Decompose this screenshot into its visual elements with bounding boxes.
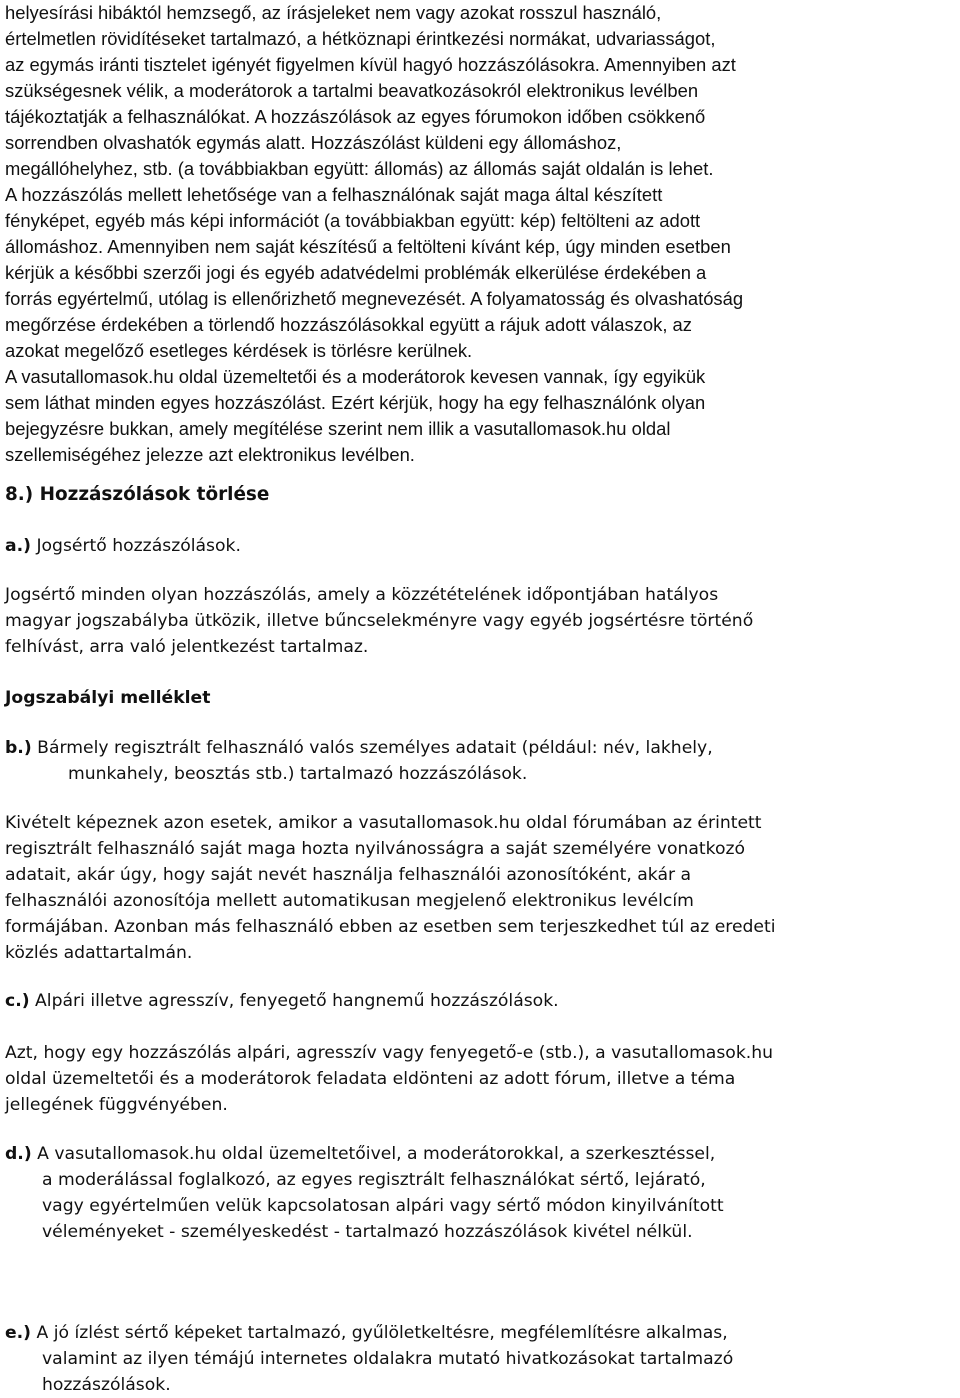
paragraph-line: felhívást, arra való jelentkezést tartalmaz. [5, 637, 369, 657]
paragraph-line: oldal üzemeltetői és a moderátorok feladata eldönteni az adott fórum, illetve a téma [5, 1069, 736, 1089]
paragraph-line: Azt, hogy egy hozzászólás alpári, agresszív vagy fenyegető-e (stb.), a vasutallomasok.hu [5, 1043, 774, 1063]
item-a-label: a.) [5, 536, 31, 556]
item-c-text: Alpári illetve agresszív, fenyegető hangnemű hozzászólások. [29, 991, 559, 1011]
item-e-label: e.) [5, 1323, 32, 1343]
item-a-text: Jogsértő hozzászólások. [30, 536, 241, 556]
item-e-continuation: valamint az ilyen témájú internetes oldalakra mutató hivatkozásokat tartalmazó [42, 1349, 734, 1369]
item-c-label: c.) [5, 991, 30, 1011]
intro-line: bejegyzésre bukkan, amely megítélése szerint nem illik a vasutallomasok.hu oldal [5, 418, 671, 439]
intro-paragraph [5, 0, 960, 468]
intro-line: az egymás iránti tisztelet igényét figyelmen kívül hagyó hozzászólásokra. Amennyiben azt [5, 54, 736, 75]
item-a [5, 533, 960, 559]
paragraph-c [5, 1040, 960, 1118]
intro-line: szükségesnek vélik, a moderátorok a tartalmi beavatkozásokról elektronikus levélben [5, 80, 699, 101]
item-c [5, 988, 960, 1014]
paragraph-a [5, 582, 960, 660]
item-d-continuation: vagy egyértelműen velük kapcsolatosan alpári vagy sértő módon kinyilvánított [42, 1196, 724, 1216]
item-d [5, 1141, 960, 1245]
item-d-continuation: véleményeket - személyeskedést - tartalmazó hozzászólások kivétel nélkül. [42, 1222, 693, 1242]
intro-line: megőrzése érdekében a törlendő hozzászólásokkal együtt a rájuk adott válaszok, az [5, 314, 692, 335]
intro-line: tájékoztatják a felhasználókat. A hozzászólások az egyes fórumokon időben csökkenő [5, 106, 706, 127]
intro-line: állomáshoz. Amennyiben nem saját készítésű a feltölteni kívánt kép, úgy minden esetben [5, 236, 731, 257]
intro-line: forrás egyértelmű, utólag is ellenőrizhető megnevezését. A folyamatosság és olvashatóság [5, 288, 744, 309]
section-heading: 8.) Hozzászólások törlése [5, 484, 270, 505]
item-b [5, 735, 960, 787]
item-b-text: Bármely regisztrált felhasználó valós személyes adatait (például: név, lakhely, [31, 738, 713, 758]
intro-line: azokat megelőző esetleges kérdések is törlésre kerülnek. [5, 340, 473, 361]
item-d-label: d.) [5, 1144, 32, 1164]
paragraph-line: regisztrált felhasználó saját maga hozta nyilvánosságra a saját személyére vonatkozó [5, 839, 746, 859]
paragraph-line: Jogsértő minden olyan hozzászólás, amely a közzétételének időpontjában hatályos [5, 585, 719, 605]
paragraph-line: Kivételt képeznek azon esetek, amikor a vasutallomasok.hu oldal fórumában az érintett [5, 813, 762, 833]
item-e-text: A jó ízlést sértő képeket tartalmazó, gyűlöletkeltésre, megfélemlítésre alkalmas, [31, 1323, 728, 1343]
intro-line: A hozzászólás mellett lehetősége van a felhasználónak saját maga által készített [5, 184, 663, 205]
intro-line: helyesírási hibáktól hemzsegő, az írásjeleket nem vagy azokat rosszul használó, [5, 2, 662, 23]
paragraph-line: magyar jogszabályba ütközik, illetve bűncselekményre vagy egyéb jogsértésre történő [5, 611, 754, 631]
paragraph-line: adatait, akár úgy, hogy saját nevét használja felhasználói azonosítóként, akár a [5, 865, 692, 885]
item-b-continuation: munkahely, beosztás stb.) tartalmazó hozzászólások. [68, 764, 528, 784]
item-e-continuation: hozzászólások. [42, 1375, 171, 1395]
item-b-label: b.) [5, 738, 32, 758]
item-e [5, 1320, 960, 1398]
item-d-continuation: a moderálással foglalkozó, az egyes regisztrált felhasználókat sértő, lejárató, [42, 1170, 706, 1190]
paragraph-line: közlés adattartalmán. [5, 943, 193, 963]
paragraph-line: felhasználói azonosítója mellett automatikusan megjelenő elektronikus levélcím [5, 891, 694, 911]
intro-line: sem láthat minden egyes hozzászólást. Ezért kérjük, hogy ha egy felhasználónk olyan [5, 392, 706, 413]
intro-line: szellemiségéhez jelezze azt elektronikus levélben. [5, 444, 415, 465]
paragraph-line: formájában. Azonban más felhasználó ebben az esetben sem terjeszkedhet túl az eredeti [5, 917, 776, 937]
annex-heading: Jogszabályi melléklet [5, 688, 211, 708]
paragraph-b [5, 810, 960, 966]
item-d-text: A vasutallomasok.hu oldal üzemeltetőivel, a moderátorokkal, a szerkesztéssel, [31, 1144, 716, 1164]
intro-line: megállóhelyhez, stb. (a továbbiakban együtt: állomás) az állomás saját oldalán is lehet. [5, 158, 714, 179]
intro-line: kérjük a későbbi szerzői jogi és egyéb adatvédelmi problémák elkerülése érdekében a [5, 262, 707, 283]
paragraph-line: jellegének függvényében. [5, 1095, 228, 1115]
intro-line: A vasutallomasok.hu oldal üzemeltetői és a moderátorok kevesen vannak, így egyikük [5, 366, 706, 387]
intro-line: sorrendben olvashatók egymás alatt. Hozzászólást küldeni egy állomáshoz, [5, 132, 622, 153]
intro-line: értelmetlen rövidítéseket tartalmazó, a hétköznapi érintkezési normákat, udvariasságot, [5, 28, 716, 49]
intro-line: fényképet, egyéb más képi információt (a továbbiakban együtt: kép) feltölteni az adott [5, 210, 701, 231]
